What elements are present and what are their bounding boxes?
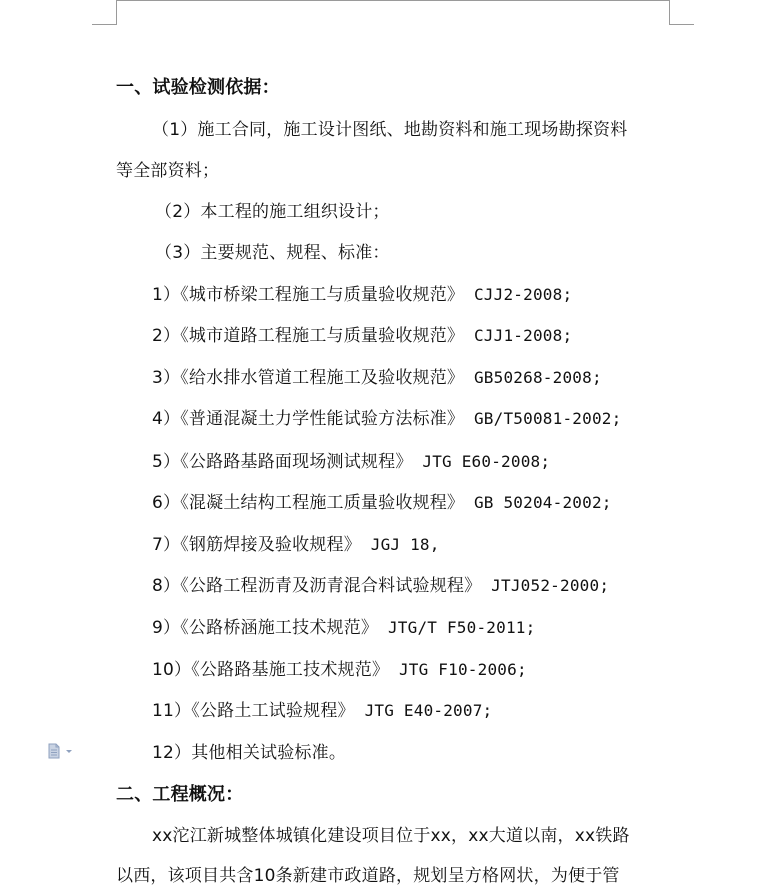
paragraph-contract-line2: 等全部资料； bbox=[116, 161, 220, 181]
list-item-number: 6） bbox=[152, 493, 181, 513]
list-item-number: 2） bbox=[152, 326, 181, 346]
list-item-code: JTJ052-2000; bbox=[481, 576, 610, 595]
section-heading-basis: 一、试验检测依据： bbox=[116, 77, 280, 98]
list-item-title: 《钢筋焊接及验收规程》 bbox=[180, 535, 361, 555]
list-item-title: 《公路路基施工技术规范》 bbox=[191, 660, 390, 680]
list-item-code: GB/T50081-2002; bbox=[464, 409, 622, 428]
list-item-code: CJJ2-2008; bbox=[464, 285, 573, 304]
list-item-number: 1） bbox=[152, 285, 181, 305]
list-item-title: 《公路桥涵施工技术规范》 bbox=[180, 618, 379, 638]
list-item-code: JTG/T F50-2011; bbox=[378, 618, 536, 637]
list-item-number: 8） bbox=[152, 576, 181, 596]
list-item-number: 10） bbox=[152, 660, 192, 680]
paragraph-contract-line1: （1）施工合同，施工设计图纸、地勘资料和施工现场勘探资料 bbox=[152, 120, 628, 140]
list-item-number: 3） bbox=[152, 368, 181, 388]
standard-list-item bbox=[152, 616, 535, 640]
list-item-title: 《给水排水管道工程施工及验收规范》 bbox=[180, 368, 465, 388]
standard-list-item bbox=[152, 658, 527, 682]
paragraph-overview-line1: xx沱江新城整体城镇化建设项目位于xx，xx大道以南，xx铁路 bbox=[152, 826, 630, 846]
standard-list-item bbox=[152, 407, 621, 431]
margin-corner-mark-right bbox=[669, 0, 694, 25]
list-item-code: GB50268-2008; bbox=[464, 368, 602, 387]
list-item-code: CJJ1-2008; bbox=[464, 326, 573, 345]
list-item-title: 其他相关试验标准。 bbox=[191, 743, 347, 763]
list-item-code: JTG E40-2007; bbox=[354, 701, 493, 720]
list-item-code: JTG F10-2006; bbox=[389, 660, 527, 679]
standard-list-item bbox=[152, 450, 550, 474]
list-item-title: 《城市道路工程施工与质量验收规范》 bbox=[180, 326, 465, 346]
list-item-number: 9） bbox=[152, 618, 181, 638]
list-item-code: GB 50204-2002; bbox=[464, 493, 612, 512]
list-item-code: JTG E60-2008; bbox=[412, 452, 551, 471]
list-item-code: JGJ 18, bbox=[360, 535, 440, 554]
paragraph-organization-design: （2）本工程的施工组织设计； bbox=[155, 202, 390, 222]
list-item-number: 5） bbox=[152, 452, 181, 472]
list-item-number: 7） bbox=[152, 535, 181, 555]
standard-list-item bbox=[152, 283, 572, 307]
list-item-title: 《公路土工试验规程》 bbox=[191, 701, 355, 721]
standard-list-item bbox=[152, 741, 346, 765]
standard-list-item bbox=[152, 366, 602, 390]
standard-list-item bbox=[152, 699, 492, 723]
list-item-number: 4） bbox=[152, 409, 181, 429]
margin-corner-mark-left bbox=[92, 0, 117, 25]
paragraph-overview-line2: 以西，该项目共含10条新建市政道路，规划呈方格网状，为便于管 bbox=[116, 866, 620, 886]
list-item-title: 《公路路基路面现场测试规程》 bbox=[180, 452, 413, 472]
standard-list-item bbox=[152, 491, 612, 515]
standard-list-item bbox=[152, 574, 609, 598]
paragraph-main-standards: （3）主要规范、规程、标准： bbox=[155, 243, 390, 263]
standard-list-item bbox=[152, 324, 572, 348]
section-heading-overview: 二、工程概况： bbox=[116, 784, 244, 805]
list-item-title: 《公路工程沥青及沥青混合料试验规程》 bbox=[180, 576, 482, 596]
list-item-number: 12） bbox=[152, 743, 192, 763]
list-item-title: 《混凝土结构工程施工质量验收规程》 bbox=[180, 493, 465, 513]
list-item-number: 11） bbox=[152, 701, 192, 721]
page-top-edge bbox=[116, 0, 669, 1]
list-item-title: 《城市桥梁工程施工与质量验收规范》 bbox=[180, 285, 465, 305]
list-item-title: 《普通混凝土力学性能试验方法标准》 bbox=[180, 409, 465, 429]
standard-list-item bbox=[152, 533, 440, 557]
paragraph-options-icon[interactable] bbox=[48, 743, 76, 759]
